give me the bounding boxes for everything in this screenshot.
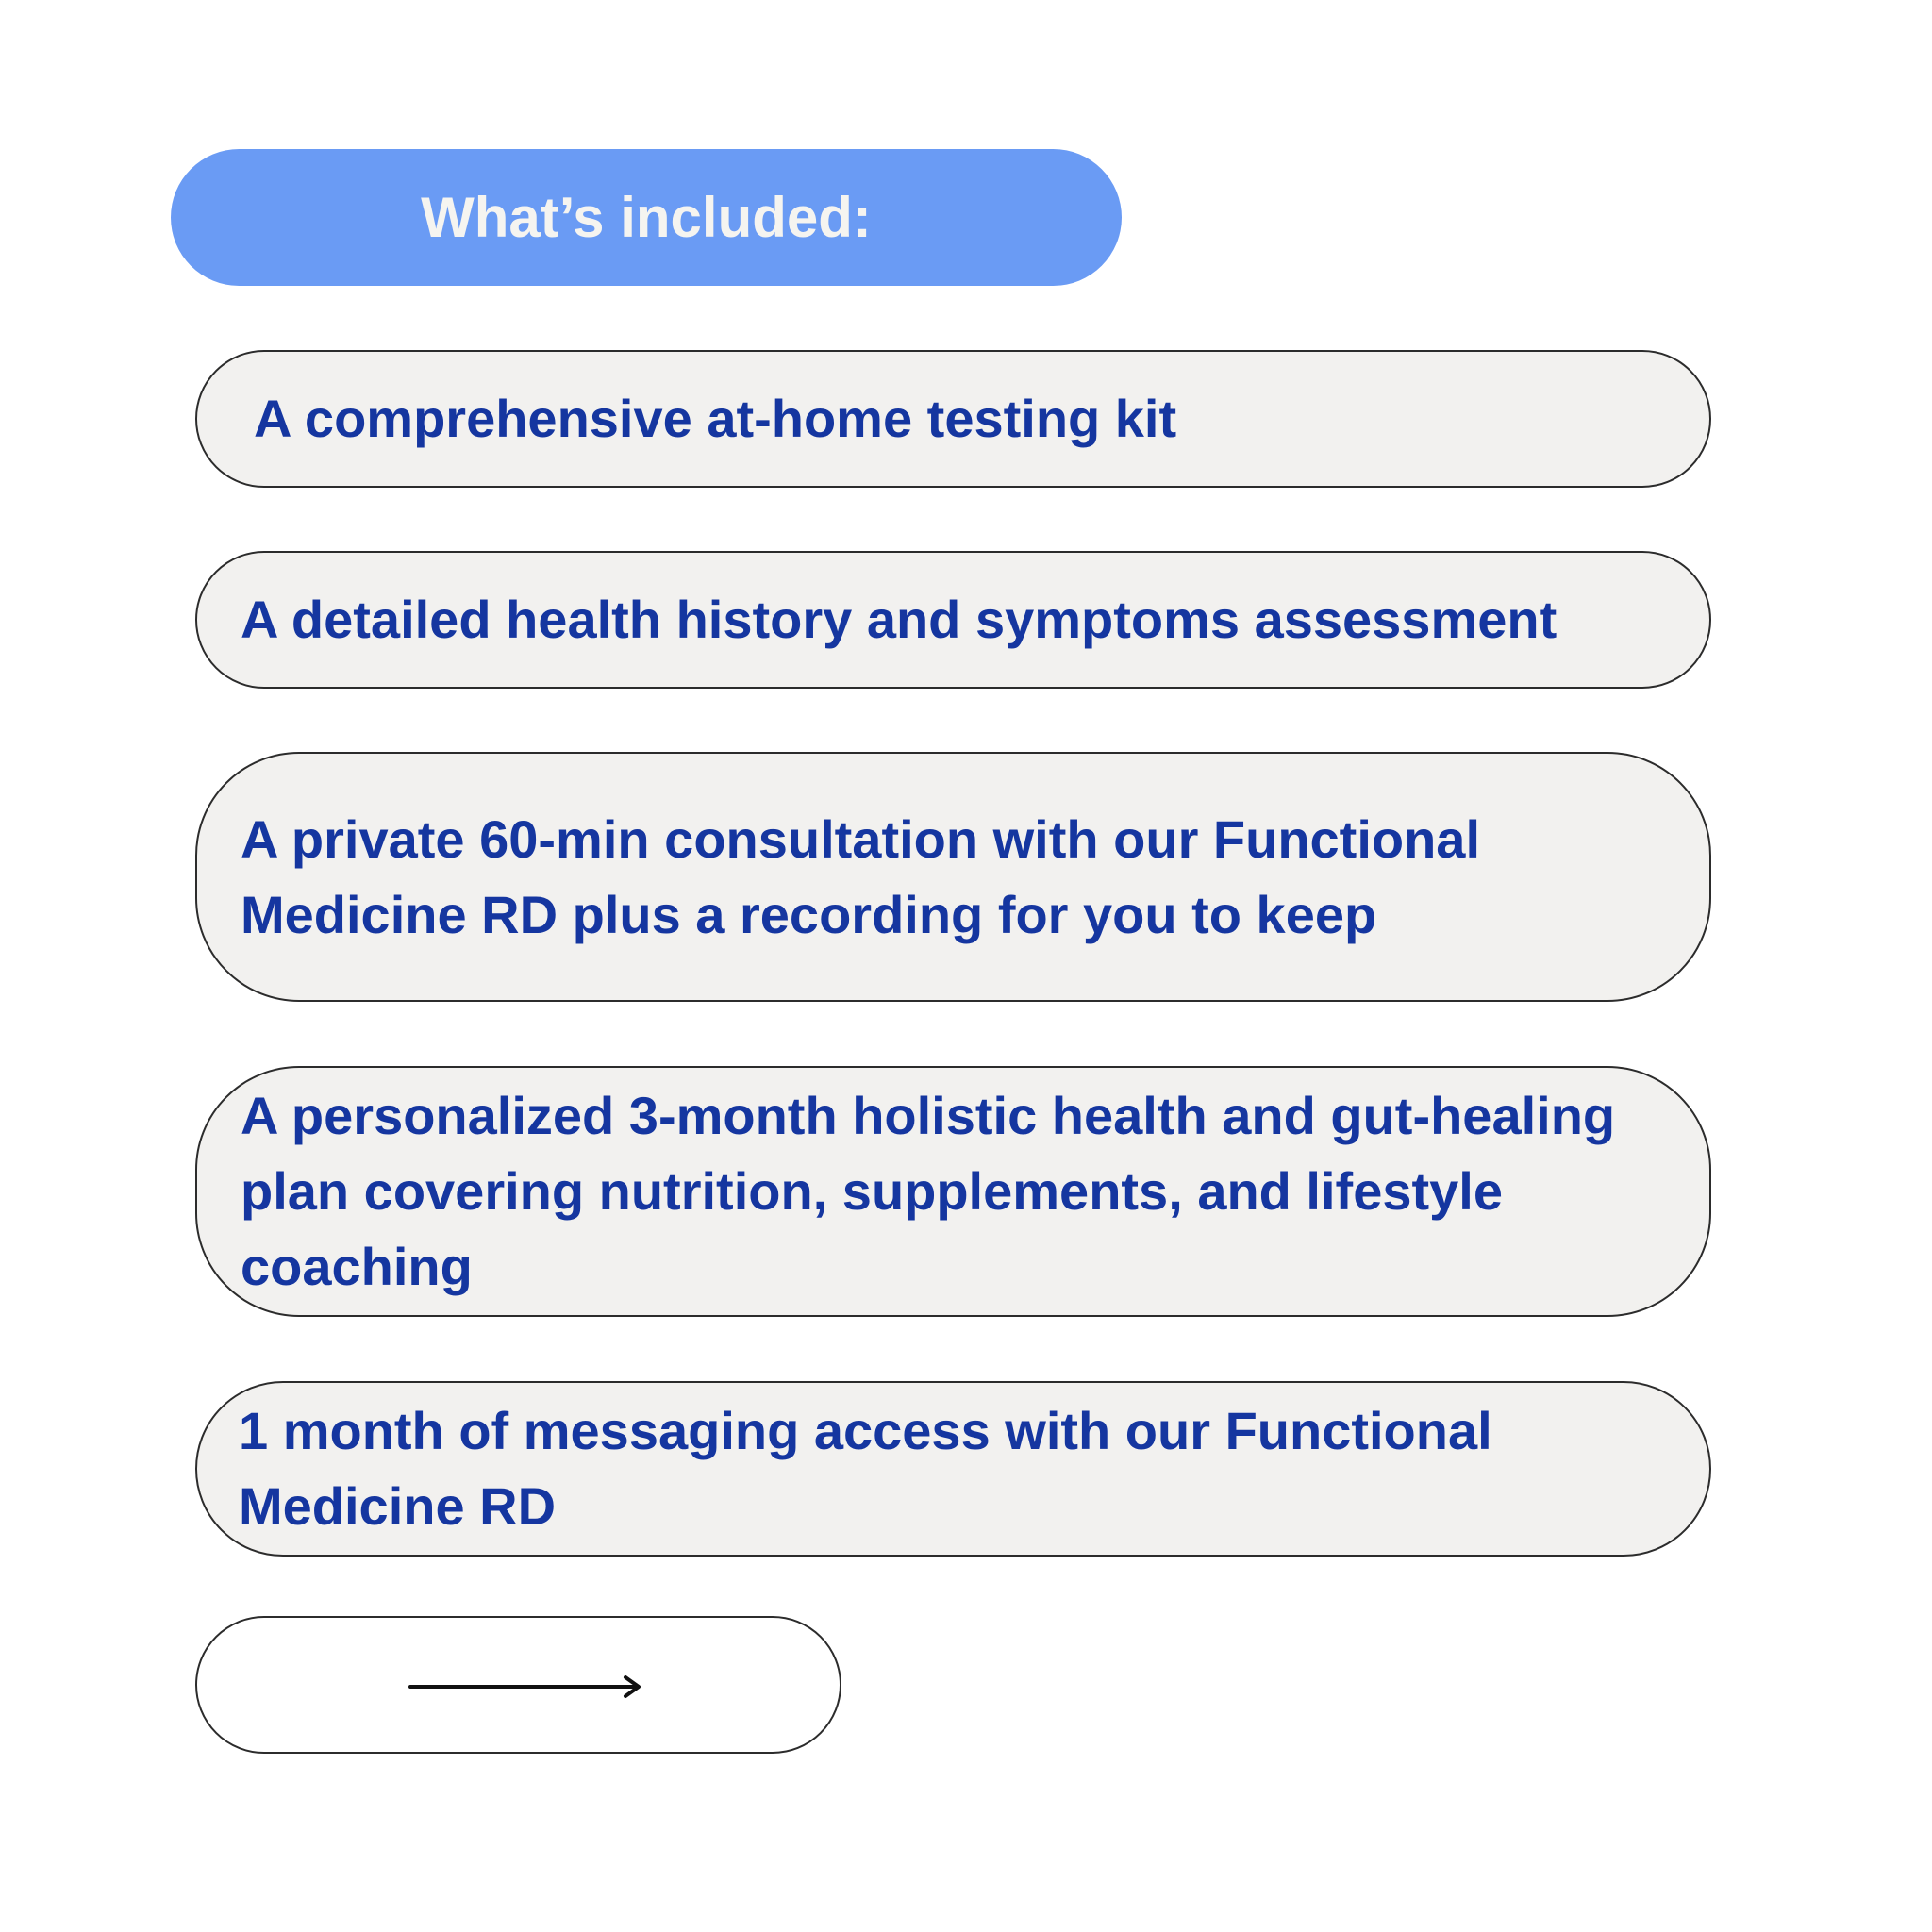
included-item-consultation (195, 752, 1711, 1002)
next-button[interactable] (195, 1616, 841, 1754)
included-item-label: 1 month of messaging access with our Functional Medicine RD (239, 1401, 1492, 1536)
section-header-pill (171, 149, 1122, 286)
included-item-health-plan (195, 1066, 1711, 1317)
included-item-assessment (195, 551, 1711, 689)
included-item-label: A private 60-min consultation with our Functional Medicine RD plus a recording for you to keep (241, 808, 1481, 944)
section-title: What’s included: (421, 186, 872, 249)
included-item-messaging-access (195, 1381, 1711, 1557)
included-item-label: A detailed health history and symptoms assessment (241, 590, 1557, 649)
included-item-label: A personalized 3-month holistic health and gut-healing plan covering nutrition, supplements, and lifestyle coaching (241, 1086, 1616, 1296)
included-item-label: A comprehensive at-home testing kit (254, 389, 1177, 448)
right-arrow-icon (405, 1670, 650, 1704)
included-item-testing-kit (195, 350, 1711, 488)
